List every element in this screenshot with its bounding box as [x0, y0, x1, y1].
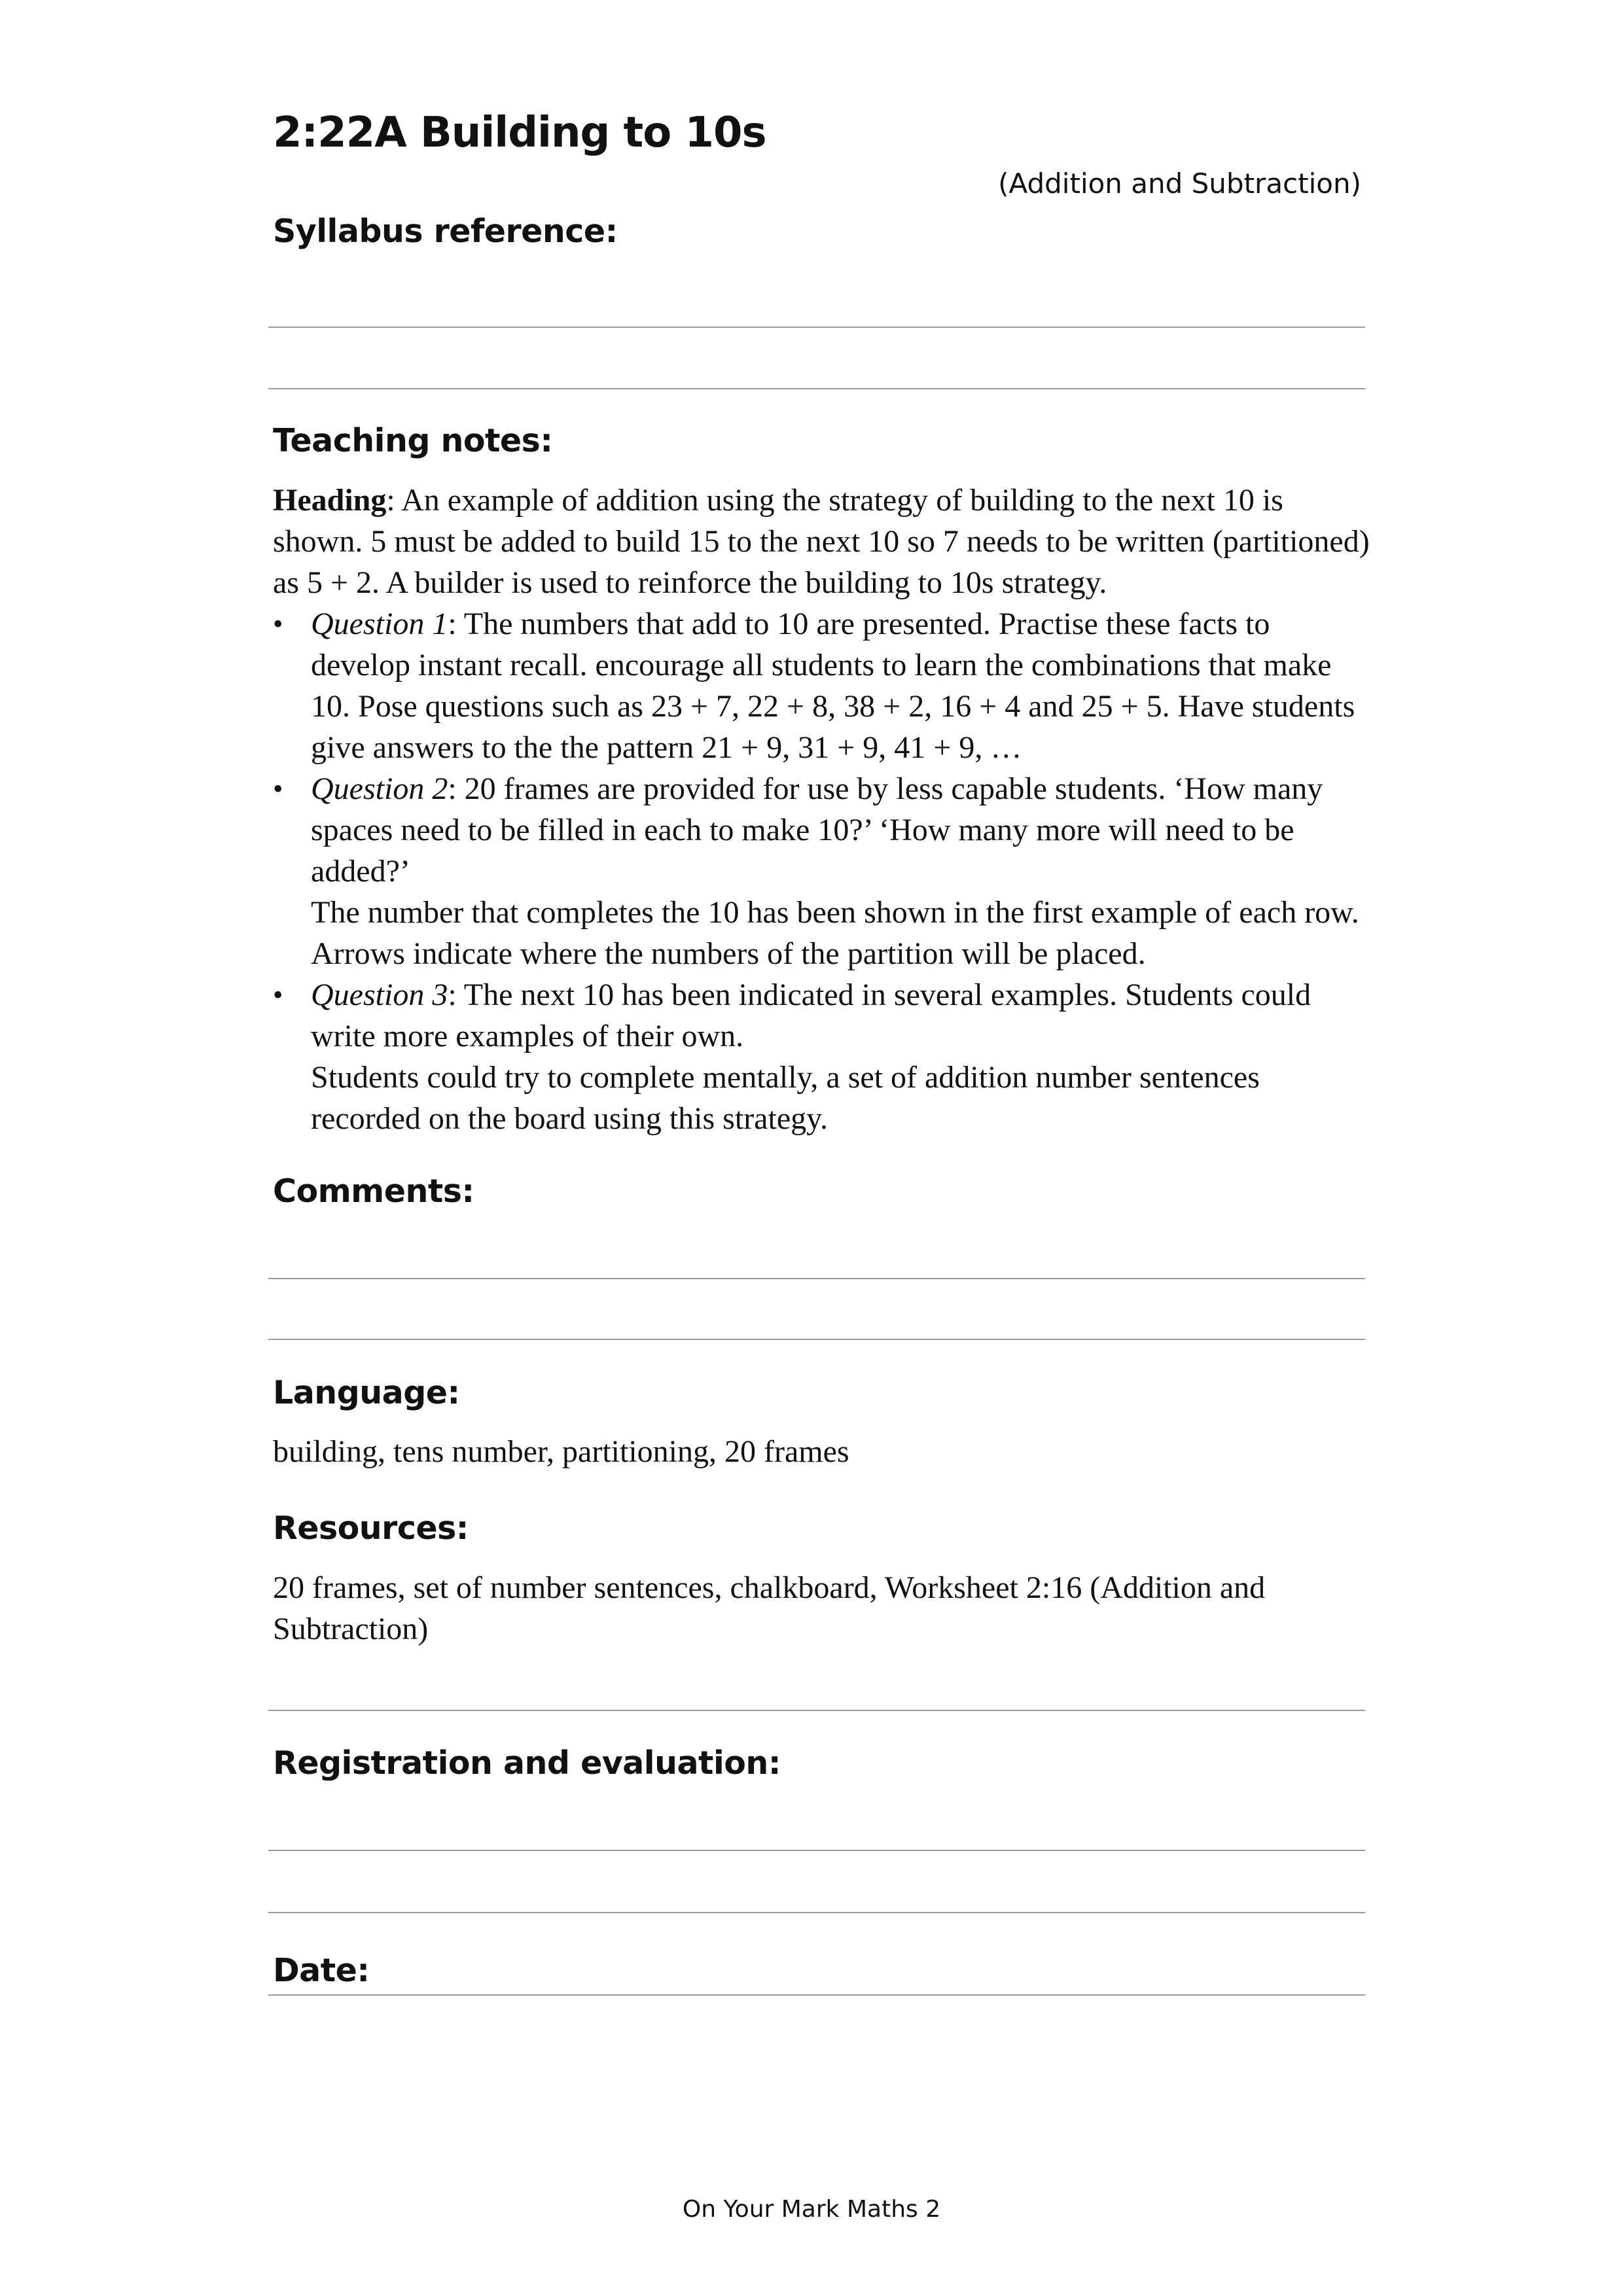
- bullet-icon: •: [273, 608, 283, 640]
- question-text: : The numbers that add to 10 are presented. Practise these facts to develop instant recall. encourage all students to learn the combinations that make 10. Pose questions such as 23 + 7, 22 + 8, 38 + 2, 16 + 4 and 25 + 5. Have students give answers to the the pattern 21 + 9, 31 + 9, 41 + 9, …: [311, 607, 1355, 765]
- heading-term: Heading: [273, 483, 387, 518]
- resources-text: 20 frames, set of number sentences, chalkboard, Worksheet 2:16 (Addition and Subtraction): [273, 1570, 1266, 1646]
- registration-heading: Registration and evaluation:: [273, 1744, 781, 1782]
- bullet-icon: •: [273, 979, 283, 1011]
- question-note: [273, 974, 1372, 1139]
- strand-label: (Addition and Subtraction): [998, 168, 1361, 200]
- syllabus-line-2: [268, 388, 1365, 389]
- question-extra-text: Students could try to complete mentally, a set of addition number sentences recorded on the board using this strategy.: [311, 1060, 1260, 1136]
- comments-line-1: [268, 1278, 1365, 1279]
- question-term: Question 1: [311, 607, 448, 641]
- question-term: Question 3: [311, 978, 448, 1012]
- footer-text: On Your Mark Maths 2: [682, 2196, 941, 2223]
- registration-line-2: [268, 1912, 1365, 1913]
- page-title: 2:22A Building to 10s: [273, 109, 766, 157]
- question-text: : The next 10 has been indicated in several examples. Students could write more examples of their own.: [311, 978, 1311, 1053]
- question-notes-list: [273, 603, 1372, 1139]
- question-extra-text: The number that completes the 10 has been shown in the first example of each row. Arrows indicate where the numbers of the partition will be placed.: [311, 895, 1359, 971]
- registration-line-1: [268, 1850, 1365, 1851]
- question-text: : 20 frames are provided for use by less capable students. ‘How many spaces need to be filled in each to make 10?’ ‘How many more will need to be added?’: [311, 771, 1323, 889]
- syllabus-line-1: [268, 327, 1365, 328]
- comments-heading: Comments:: [273, 1173, 474, 1210]
- question-note: [273, 603, 1372, 768]
- bullet-icon: •: [273, 773, 283, 805]
- date-heading: Date:: [273, 1952, 370, 1989]
- heading-note: [273, 480, 1372, 603]
- question-note: [273, 768, 1372, 974]
- heading-note-text: : An example of addition using the strategy of building to the next 10 is shown. 5 must be added to build 15 to the next 10 so 7 needs to be written (partitioned) as 5 + 2. A builder is used to reinforce the building to 10s strategy.: [273, 483, 1370, 600]
- teaching-notes-heading: Teaching notes:: [273, 422, 553, 459]
- resources-heading: Resources:: [273, 1510, 469, 1547]
- question-term: Question 2: [311, 771, 448, 806]
- teaching-notes-body: [273, 480, 1372, 1139]
- comments-line-2: [268, 1339, 1365, 1340]
- language-heading: Language:: [273, 1374, 460, 1411]
- resources-line: [268, 1710, 1365, 1711]
- syllabus-heading: Syllabus reference:: [273, 213, 618, 250]
- date-line: [268, 1994, 1365, 1996]
- language-text: building, tens number, partitioning, 20 frames: [273, 1434, 849, 1469]
